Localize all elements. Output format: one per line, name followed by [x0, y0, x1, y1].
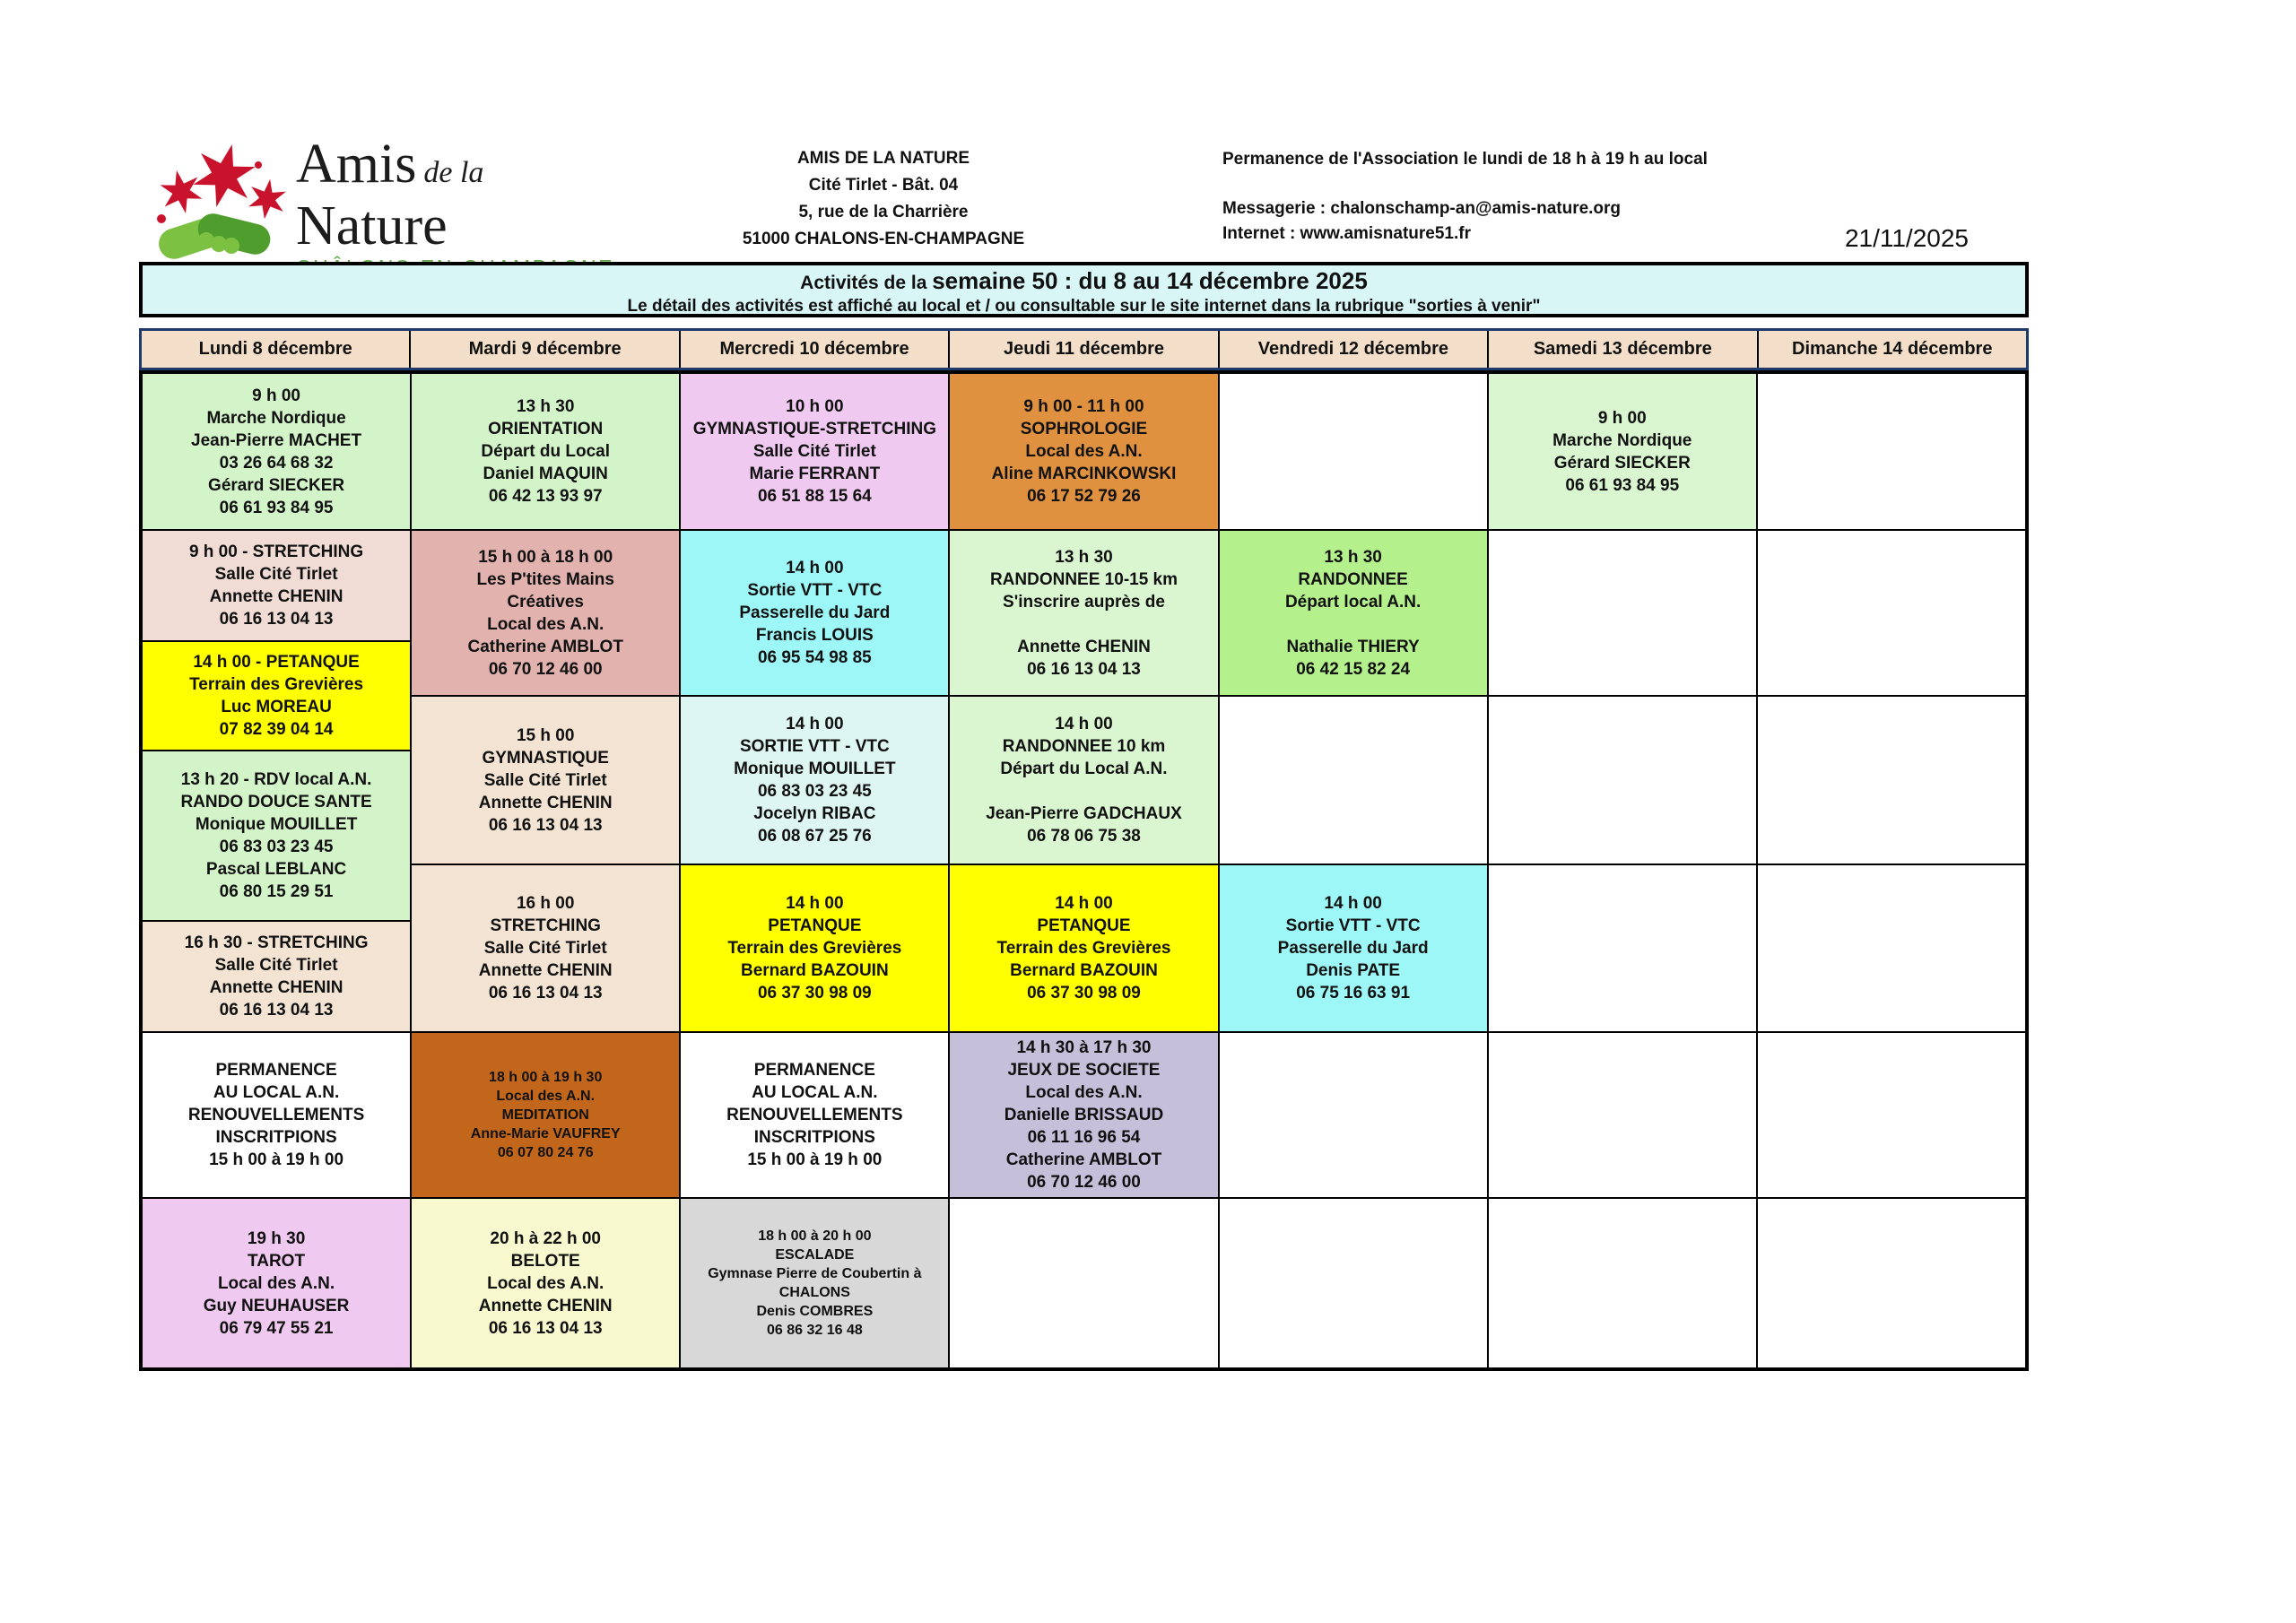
empty-cell — [1758, 697, 2025, 865]
event-line: Départ local A.N. — [1284, 592, 1422, 612]
event-line: Catherine AMBLOT — [1005, 1150, 1162, 1169]
event-line: 06 70 12 46 00 — [488, 659, 603, 679]
empty-cell — [1220, 697, 1487, 865]
event-line: Salle Cité Tirlet — [483, 939, 607, 958]
event-line: INSCRITPIONS — [215, 1128, 337, 1147]
week-banner — [139, 262, 2029, 317]
week-banner-main: semaine 50 : du 8 au 14 décembre 2025 — [932, 267, 1368, 294]
event-line: 9 h 00 — [1597, 408, 1647, 428]
event-cell — [950, 374, 1217, 531]
event-line: RANDONNEE 10 km — [1002, 737, 1166, 756]
empty-cell — [1489, 531, 1756, 697]
empty-cell — [1758, 1033, 2025, 1199]
day-column-6 — [1489, 374, 1758, 1367]
event-line: 06 83 03 23 45 — [219, 838, 334, 856]
event-cell — [412, 697, 679, 865]
event-line: 06 16 13 04 13 — [1027, 659, 1141, 679]
event-line: Guy NEUHAUSER — [203, 1296, 350, 1315]
event-line: Bernard BAZOUIN — [1010, 961, 1158, 980]
event-line: Départ du Local — [481, 442, 610, 461]
email-text: Messagerie : chalonschamp-an@amis-nature.org — [1222, 199, 1622, 218]
event-line: PETANQUE — [768, 916, 862, 935]
event-line: Francis LOUIS — [755, 626, 874, 645]
event-line: 06 37 30 98 09 — [1027, 984, 1141, 1002]
day-column-3 — [681, 374, 950, 1367]
event-cell — [143, 751, 410, 922]
event-line: Terrain des Grevières — [189, 675, 364, 694]
event-cell — [143, 1033, 410, 1199]
event-line: 19 h 30 — [247, 1228, 306, 1248]
event-line: 06 70 12 46 00 — [1027, 1173, 1141, 1192]
day-header-6: Samedi 13 décembre — [1489, 331, 1758, 368]
event-line: 07 82 39 04 14 — [219, 720, 334, 739]
event-line: 06 61 93 84 95 — [1565, 475, 1680, 495]
event-line: Annette CHENIN — [478, 1296, 613, 1315]
event-line: PERMANENCE — [753, 1061, 875, 1080]
website-text: Internet : www.amisnature51.fr — [1222, 224, 1471, 243]
event-line: Marche Nordique — [1552, 430, 1692, 450]
event-line: 06 86 32 16 48 — [766, 1323, 863, 1338]
event-line: 06 42 15 82 24 — [1296, 659, 1411, 679]
event-line: 15 h 00 à 19 h 00 — [209, 1150, 344, 1169]
event-cell — [143, 531, 410, 642]
event-line — [953, 613, 1213, 636]
event-line: Salle Cité Tirlet — [752, 442, 876, 461]
event-line: Jean-Pierre GADCHAUX — [986, 804, 1182, 823]
event-line: RANDONNEE — [1298, 569, 1408, 589]
event-line: 15 h 00 — [516, 725, 575, 745]
event-line: 06 83 03 23 45 — [757, 782, 872, 801]
event-line: 14 h 00 — [1055, 715, 1113, 733]
event-line: 06 17 52 79 26 — [1027, 487, 1141, 506]
event-line: 06 08 67 25 76 — [757, 827, 872, 846]
day-column-5 — [1220, 374, 1489, 1367]
event-line: Salle Cité Tirlet — [483, 770, 607, 790]
event-line: 18 h 00 à 20 h 00 — [758, 1228, 872, 1244]
event-line: 06 16 13 04 13 — [488, 815, 603, 835]
event-line: Jean-Pierre MACHET — [191, 430, 362, 450]
event-cell — [950, 531, 1217, 697]
event-cell — [412, 374, 679, 531]
empty-cell — [1220, 1033, 1487, 1199]
event-line: Annette CHENIN — [209, 587, 344, 606]
org-name: AMIS DE LA NATURE — [796, 149, 970, 168]
permanence-text: Permanence de l'Association le lundi de 18 h à 19 h au local — [1222, 150, 1708, 169]
event-line: 14 h 30 à 17 h 30 — [1016, 1038, 1152, 1057]
event-cell — [950, 1033, 1217, 1199]
event-line: Salle Cité Tirlet — [214, 565, 338, 584]
event-line: STRETCHING — [490, 916, 601, 935]
day-header-2: Mardi 9 décembre — [411, 331, 680, 368]
event-line: 13 h 30 — [1055, 547, 1113, 567]
calendar-grid — [139, 370, 2029, 1371]
event-line: 9 h 00 - STRETCHING — [188, 542, 364, 561]
event-line: AU LOCAL A.N. — [213, 1083, 340, 1102]
event-line: 15 h 00 à 18 h 00 — [478, 547, 613, 567]
event-line: Annette CHENIN — [209, 978, 344, 997]
event-line: 06 95 54 98 85 — [757, 648, 872, 667]
empty-cell — [1489, 1033, 1756, 1199]
logo-word-amis: Amis — [296, 134, 417, 195]
event-line: Daniel MAQUIN — [483, 464, 608, 483]
event-line: Annette CHENIN — [478, 961, 613, 980]
empty-cell — [1758, 865, 2025, 1033]
event-line: AU LOCAL A.N. — [752, 1083, 878, 1102]
event-line: Sortie VTT - VTC — [747, 581, 883, 600]
event-line: Salle Cité Tirlet — [214, 956, 338, 975]
org-address-line2: 5, rue de la Charrière — [798, 203, 969, 221]
event-line: Local des A.N. — [1025, 442, 1143, 461]
event-line: Jocelyn RIBAC — [753, 804, 876, 823]
event-cell — [412, 1033, 679, 1199]
event-line: 20 h à 22 h 00 — [490, 1228, 601, 1248]
week-banner-subtitle: Le détail des activités est affiché au local et / ou consultable sur le site internet dans la rubrique "sorties à venir" — [627, 297, 1541, 316]
day-column-1 — [143, 374, 412, 1367]
event-line: 03 26 64 68 32 — [219, 453, 334, 473]
org-address-block — [664, 145, 1103, 253]
event-line: RENOUVELLEMENTS — [726, 1106, 903, 1124]
event-line: 06 37 30 98 09 — [757, 984, 872, 1002]
event-line: Passerelle du Jard — [739, 603, 891, 622]
event-line: 16 h 30 - STRETCHING — [184, 933, 369, 952]
event-line: Denis COMBRES — [756, 1304, 874, 1319]
event-cell — [950, 865, 1217, 1033]
event-line: Local des A.N. — [217, 1273, 335, 1293]
day-column-2 — [412, 374, 681, 1367]
event-line: 06 78 06 75 38 — [1027, 827, 1141, 846]
event-line: Monique MOUILLET — [734, 759, 896, 778]
event-line: Annette CHENIN — [1017, 637, 1151, 656]
event-line: 9 h 00 — [252, 386, 300, 405]
event-line: Local des A.N. — [487, 614, 604, 634]
event-line: Local des A.N. — [1025, 1083, 1143, 1102]
day-header-1: Lundi 8 décembre — [142, 331, 411, 368]
event-line: MEDITATION — [501, 1107, 589, 1123]
event-line: 14 h 00 — [1324, 894, 1382, 913]
event-line: 13 h 30 — [1324, 547, 1382, 567]
event-cell — [412, 865, 679, 1033]
day-column-7 — [1758, 374, 2025, 1367]
event-line: Bernard BAZOUIN — [741, 961, 889, 980]
calendar-header-row — [139, 328, 2029, 370]
event-line: 06 16 13 04 13 — [488, 984, 603, 1002]
day-header-4: Jeudi 11 décembre — [950, 331, 1219, 368]
event-line: Aline MARCINKOWSKI — [991, 464, 1177, 483]
event-line: Danielle BRISSAUD — [1004, 1106, 1164, 1124]
event-line: 06 07 80 24 76 — [497, 1145, 594, 1160]
event-line: 06 16 13 04 13 — [488, 1318, 603, 1338]
event-line: 18 h 00 à 19 h 30 — [489, 1070, 603, 1085]
event-line: 13 h 30 — [516, 397, 575, 416]
logo-wordmark — [296, 136, 614, 280]
event-line: Passerelle du Jard — [1277, 939, 1429, 958]
event-cell — [143, 642, 410, 751]
event-line: Anne-Marie VAUFREY — [470, 1126, 621, 1141]
empty-cell — [1489, 1199, 1756, 1367]
event-line: SORTIE VTT - VTC — [739, 737, 890, 756]
event-line: Sortie VTT - VTC — [1285, 916, 1421, 935]
logo-stars-handshake-icon — [154, 133, 298, 267]
empty-cell — [1220, 1199, 1487, 1367]
event-cell — [681, 531, 948, 697]
event-line: INSCRITPIONS — [753, 1128, 875, 1147]
org-address-line1: Cité Tirlet - Bât. 04 — [808, 176, 959, 195]
event-line: ESCALADE — [775, 1247, 855, 1263]
event-line: Terrain des Grevières — [996, 939, 1171, 958]
event-line: GYMNASTIQUE — [482, 748, 609, 768]
event-line — [953, 780, 1213, 803]
event-line: Gymnase Pierre de Coubertin à — [708, 1266, 922, 1281]
event-line: BELOTE — [510, 1251, 580, 1271]
event-line: 14 h 00 - PETANQUE — [193, 653, 360, 672]
logo — [154, 133, 576, 267]
event-line: Local des A.N. — [487, 1273, 604, 1293]
event-line: Gérard SIECKER — [1553, 453, 1691, 473]
event-line: RANDO DOUCE SANTE — [180, 793, 372, 812]
event-line: Luc MOREAU — [221, 698, 332, 716]
event-line: PETANQUE — [1037, 916, 1131, 935]
event-line: 06 16 13 04 13 — [219, 610, 334, 629]
logo-word-nature: Nature — [296, 195, 448, 256]
event-line: Monique MOUILLET — [195, 815, 358, 834]
event-line: SOPHROLOGIE — [1020, 420, 1148, 438]
day-header-5: Vendredi 12 décembre — [1220, 331, 1489, 368]
empty-cell — [1758, 374, 2025, 531]
event-line: Catherine AMBLOT — [467, 637, 623, 656]
event-line: Les P'tites Mains — [476, 569, 614, 589]
event-line — [1223, 613, 1483, 636]
event-cell — [143, 374, 410, 531]
org-address-line3: 51000 CHALONS-EN-CHAMPAGNE — [742, 230, 1025, 248]
event-cell — [950, 697, 1217, 865]
event-line: 16 h 00 — [516, 894, 575, 913]
event-line: Marche Nordique — [206, 408, 346, 428]
empty-cell — [950, 1199, 1217, 1367]
event-line: 06 51 88 15 64 — [757, 487, 872, 506]
event-line: Pascal LEBLANC — [205, 860, 347, 879]
empty-cell — [1220, 374, 1487, 531]
empty-cell — [1758, 531, 2025, 697]
event-line: Denis PATE — [1306, 961, 1401, 980]
week-banner-prefix: Activités de la — [800, 273, 933, 293]
event-line: Annette CHENIN — [478, 793, 613, 812]
event-line: Nathalie THIERY — [1286, 637, 1420, 656]
event-line: 15 h 00 à 19 h 00 — [747, 1150, 883, 1169]
event-line: 14 h 00 — [786, 894, 844, 913]
event-line: Créatives — [507, 592, 584, 612]
event-line: TAROT — [248, 1251, 306, 1271]
event-cell — [681, 1033, 948, 1199]
event-line: 06 79 47 55 21 — [219, 1318, 334, 1338]
event-cell — [1220, 531, 1487, 697]
logo-word-dela: de la — [423, 156, 484, 189]
event-cell — [681, 374, 948, 531]
event-line: 06 80 15 29 51 — [219, 882, 334, 901]
event-cell — [1220, 865, 1487, 1033]
event-line: 10 h 00 — [786, 397, 844, 416]
day-header-7: Dimanche 14 décembre — [1792, 339, 1993, 359]
event-cell — [681, 1199, 948, 1367]
week-calendar — [139, 328, 2029, 1371]
event-line: Terrain des Grevières — [727, 939, 902, 958]
event-line: 13 h 20 - RDV local A.N. — [180, 770, 372, 789]
event-line: 14 h 00 — [786, 559, 844, 577]
event-line: 06 11 16 96 54 — [1027, 1128, 1141, 1147]
event-line: 06 61 93 84 95 — [219, 498, 334, 517]
event-cell — [681, 865, 948, 1033]
empty-cell — [1758, 1199, 2025, 1367]
event-line: PERMANENCE — [215, 1061, 337, 1080]
event-line: RENOUVELLEMENTS — [187, 1106, 365, 1124]
event-line: CHALONS — [778, 1285, 850, 1300]
event-line: Local des A.N. — [496, 1089, 596, 1104]
empty-cell — [1489, 697, 1756, 865]
event-line: S'inscrire auprès de — [1003, 592, 1165, 612]
document-date: 21/11/2025 — [1844, 224, 1969, 252]
day-column-4 — [950, 374, 1219, 1367]
empty-cell — [1489, 865, 1756, 1033]
event-line: Départ du Local A.N. — [1000, 759, 1168, 778]
event-line: GYMNASTIQUE-STRETCHING — [692, 420, 936, 438]
event-line: 9 h 00 - 11 h 00 — [1023, 397, 1144, 416]
event-line: Marie FERRANT — [749, 464, 881, 483]
event-line: ORIENTATION — [488, 420, 604, 438]
event-cell — [143, 922, 410, 1033]
event-cell — [1489, 374, 1756, 531]
event-cell — [412, 1199, 679, 1367]
event-line: JEUX DE SOCIETE — [1007, 1061, 1161, 1080]
event-line: RANDONNEE 10-15 km — [989, 569, 1178, 589]
event-cell — [681, 697, 948, 865]
event-cell — [143, 1199, 410, 1367]
week-banner-title — [143, 268, 2025, 296]
event-line: 14 h 00 — [786, 715, 844, 733]
event-line: Gérard SIECKER — [208, 475, 345, 495]
event-line: 06 42 13 93 97 — [488, 487, 603, 506]
event-line: 14 h 00 — [1055, 894, 1113, 913]
event-line: 06 16 13 04 13 — [219, 1001, 334, 1020]
event-cell — [412, 531, 679, 697]
day-header-3: Mercredi 10 décembre — [681, 331, 950, 368]
event-line: 06 75 16 63 91 — [1296, 984, 1411, 1002]
